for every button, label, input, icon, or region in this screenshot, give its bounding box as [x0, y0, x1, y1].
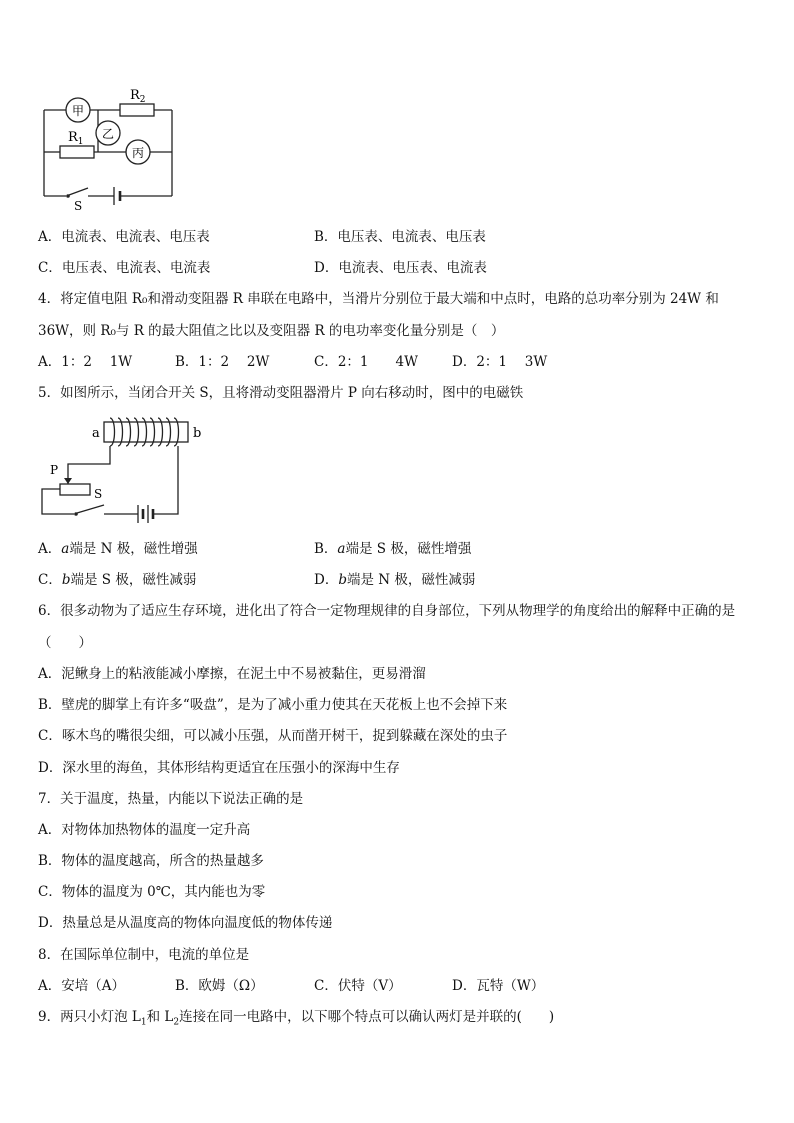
- q6-option-c: C．啄木鸟的嘴很尖细，可以减小压强，从而凿开树干，捉到躲藏在深处的虫子: [38, 728, 508, 744]
- q7-option-a: A．对物体加热物体的温度一定升高: [38, 822, 251, 838]
- q7-stem: 7．关于温度，热量，内能以下说法正确的是: [38, 791, 304, 807]
- q7-option-d: D．热量总是从温度高的物体向温度低的物体传递: [38, 915, 333, 931]
- slider-p-label: P: [50, 463, 59, 477]
- q6-option-a: A．泥鳅身上的粘液能减小摩擦，在泥土中不易被黏住，更易滑溜: [38, 666, 426, 682]
- q9-stem: 9．两只小灯泡 $L_1$和 $L_2$连接在同一电路中，以下哪个特点可以确认两灯是并联的( ): [38, 1009, 555, 1028]
- q6-stem-line2: （ ）: [38, 635, 92, 651]
- q7-option-b: B．物体的温度越高，所含的热量越多: [38, 853, 264, 869]
- q8-option-b: B．欧姆（Ω）: [175, 978, 264, 994]
- q7-option-c: C．物体的温度为 0℃，其内能也为零: [38, 884, 266, 900]
- switch-s-icon: [77, 505, 104, 513]
- switch-label: S: [74, 199, 83, 210]
- q4-option-a: A．1：2 1W: [38, 354, 133, 370]
- q8-option-d: D．瓦特（W）: [452, 978, 545, 994]
- q3-option-b: B．电压表、电流表、电压表: [314, 229, 486, 245]
- q5-option-a: A．a端是 N 极，磁性增强: [38, 541, 198, 557]
- q6-option-b: B．壁虎的脚掌上有许多“吸盘”，是为了减小重力使其在天花板上也不会掉下来: [38, 697, 508, 713]
- q4-stem-line2: 36W，则 R₀与 R 的最大阻值之比以及变阻器 R 的电功率变化量分别是（ ）: [38, 323, 505, 339]
- q5-option-b: B．a端是 S 极，磁性增强: [314, 541, 472, 557]
- q5-option-c: C．b端是 S 极，磁性减弱: [38, 572, 197, 588]
- slider-arrow-icon: [64, 478, 72, 484]
- meter-yi-label: 乙: [101, 127, 115, 141]
- q6-option-d: D．深水里的海鱼，其体形结构更适宜在压强小的深海中生存: [38, 760, 400, 776]
- q4-option-b: B．1：2 2W: [175, 354, 270, 370]
- q5-stem: 5．如图所示，当闭合开关 S，且将滑动变阻器滑片 P 向右移动时，图中的电磁铁: [38, 385, 524, 401]
- q6-stem-line1: 6．很多动物为了适应生存环境，进化出了符合一定物理规律的自身部位，下列从物理学的角度给出的解释中正确的是: [38, 603, 736, 619]
- q4-stem-line1: 4．将定值电阻 R₀和滑动变阻器 R 串联在电路中，当滑片分别位于最大端和中点时，电路的总功率分别为 24W 和: [38, 291, 719, 307]
- q3-option-c: C．电压表、电流表、电流表: [38, 260, 211, 276]
- q5-electromagnet-diagram: [38, 412, 208, 528]
- meter-bing-label: 丙: [131, 146, 145, 160]
- switch-icon: [69, 188, 88, 195]
- switch-s-label: S: [94, 487, 103, 501]
- q8-option-a: A．安培（A）: [38, 978, 125, 994]
- q5-option-d: D．b端是 N 极，磁性减弱: [314, 572, 476, 588]
- q3-option-a: A．电流表、电流表、电压表: [38, 229, 210, 245]
- r2-label: $R_2$: [130, 88, 146, 105]
- q8-stem: 8．在国际单位制中，电流的单位是: [38, 947, 250, 963]
- r1-label: $R_1$: [68, 130, 84, 147]
- q3-circuit-diagram: [38, 86, 178, 210]
- q8-option-c: C．伏特（V）: [314, 978, 402, 994]
- end-b-label: b: [193, 426, 202, 441]
- end-a-label: a: [92, 426, 100, 441]
- q4-option-c: C．2：1 4W: [314, 354, 418, 370]
- q3-option-d: D．电流表、电压表、电流表: [314, 260, 487, 276]
- meter-jia-label: 甲: [71, 104, 85, 118]
- q4-option-d: D．2：1 3W: [452, 354, 548, 370]
- rheostat-icon: [60, 484, 90, 495]
